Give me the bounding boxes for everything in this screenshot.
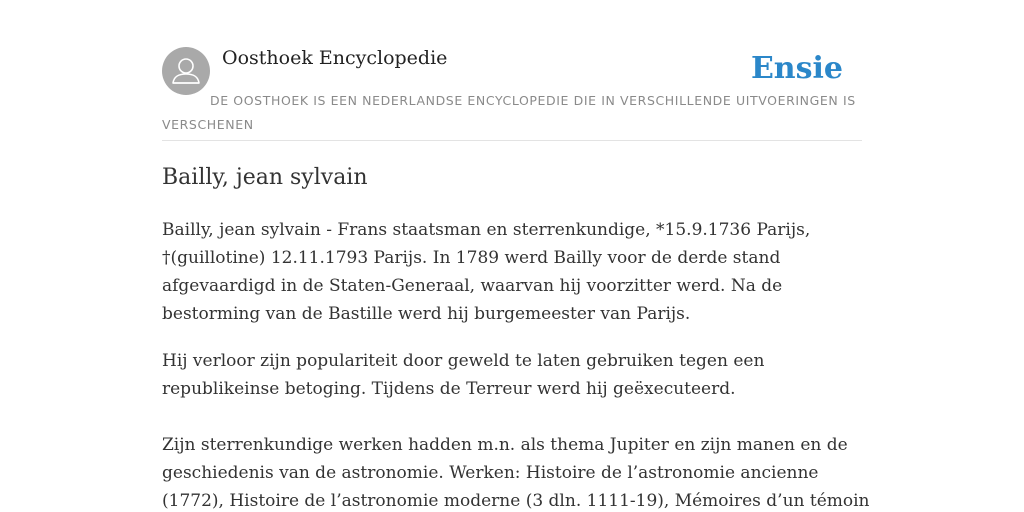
site-tagline: DE OOSTHOEK IS EEN NEDERLANDSE ENCYCLOPEDIE DIE IN VERSCHILLENDE UITVOERINGEN IS VERSCHENEN — [162, 93, 856, 132]
site-header — [162, 46, 862, 141]
article-title: Bailly, jean sylvain — [162, 165, 368, 190]
body-line: Bailly, jean sylvain - Frans staatsman en sterrenkundige, *15.9.1736 Parijs, — [162, 220, 811, 240]
body-line: bestorming van de Bastille werd hij burgemeester van Parijs. — [162, 304, 691, 324]
body-line: Hij verloor zijn populariteit door geweld te laten gebruiken tegen een — [162, 351, 765, 371]
body-line: †(guillotine) 12.11.1793 Parijs. In 1789 werd Bailly voor de derde stand — [162, 248, 781, 268]
body-line: (1772), Histoire de l’astronomie moderne (3 dln. 1111-19), Mémoires d’un témoin — [162, 491, 870, 511]
body-line: afgevaardigd in de Staten-Generaal, waarvan hij voorzitter werd. Na de — [162, 276, 783, 296]
user-icon[interactable] — [162, 47, 210, 95]
body-line: geschiedenis van de astronomie. Werken: Histoire de l’astronomie ancienne — [162, 463, 819, 483]
paragraph-spacer — [162, 403, 862, 431]
body-line: republikeinse betoging. Tijdens de Terreur werd hij geëxecuteerd. — [162, 379, 736, 399]
brand-logo-link[interactable]: Ensie — [750, 51, 843, 86]
site-name-link[interactable]: Oosthoek Encyclopedie — [222, 47, 448, 69]
paragraph-spacer — [162, 328, 862, 347]
body-line: Zijn sterrenkundige werken hadden m.n. als thema Jupiter en zijn manen en de — [162, 435, 848, 455]
article-body — [162, 216, 870, 512]
